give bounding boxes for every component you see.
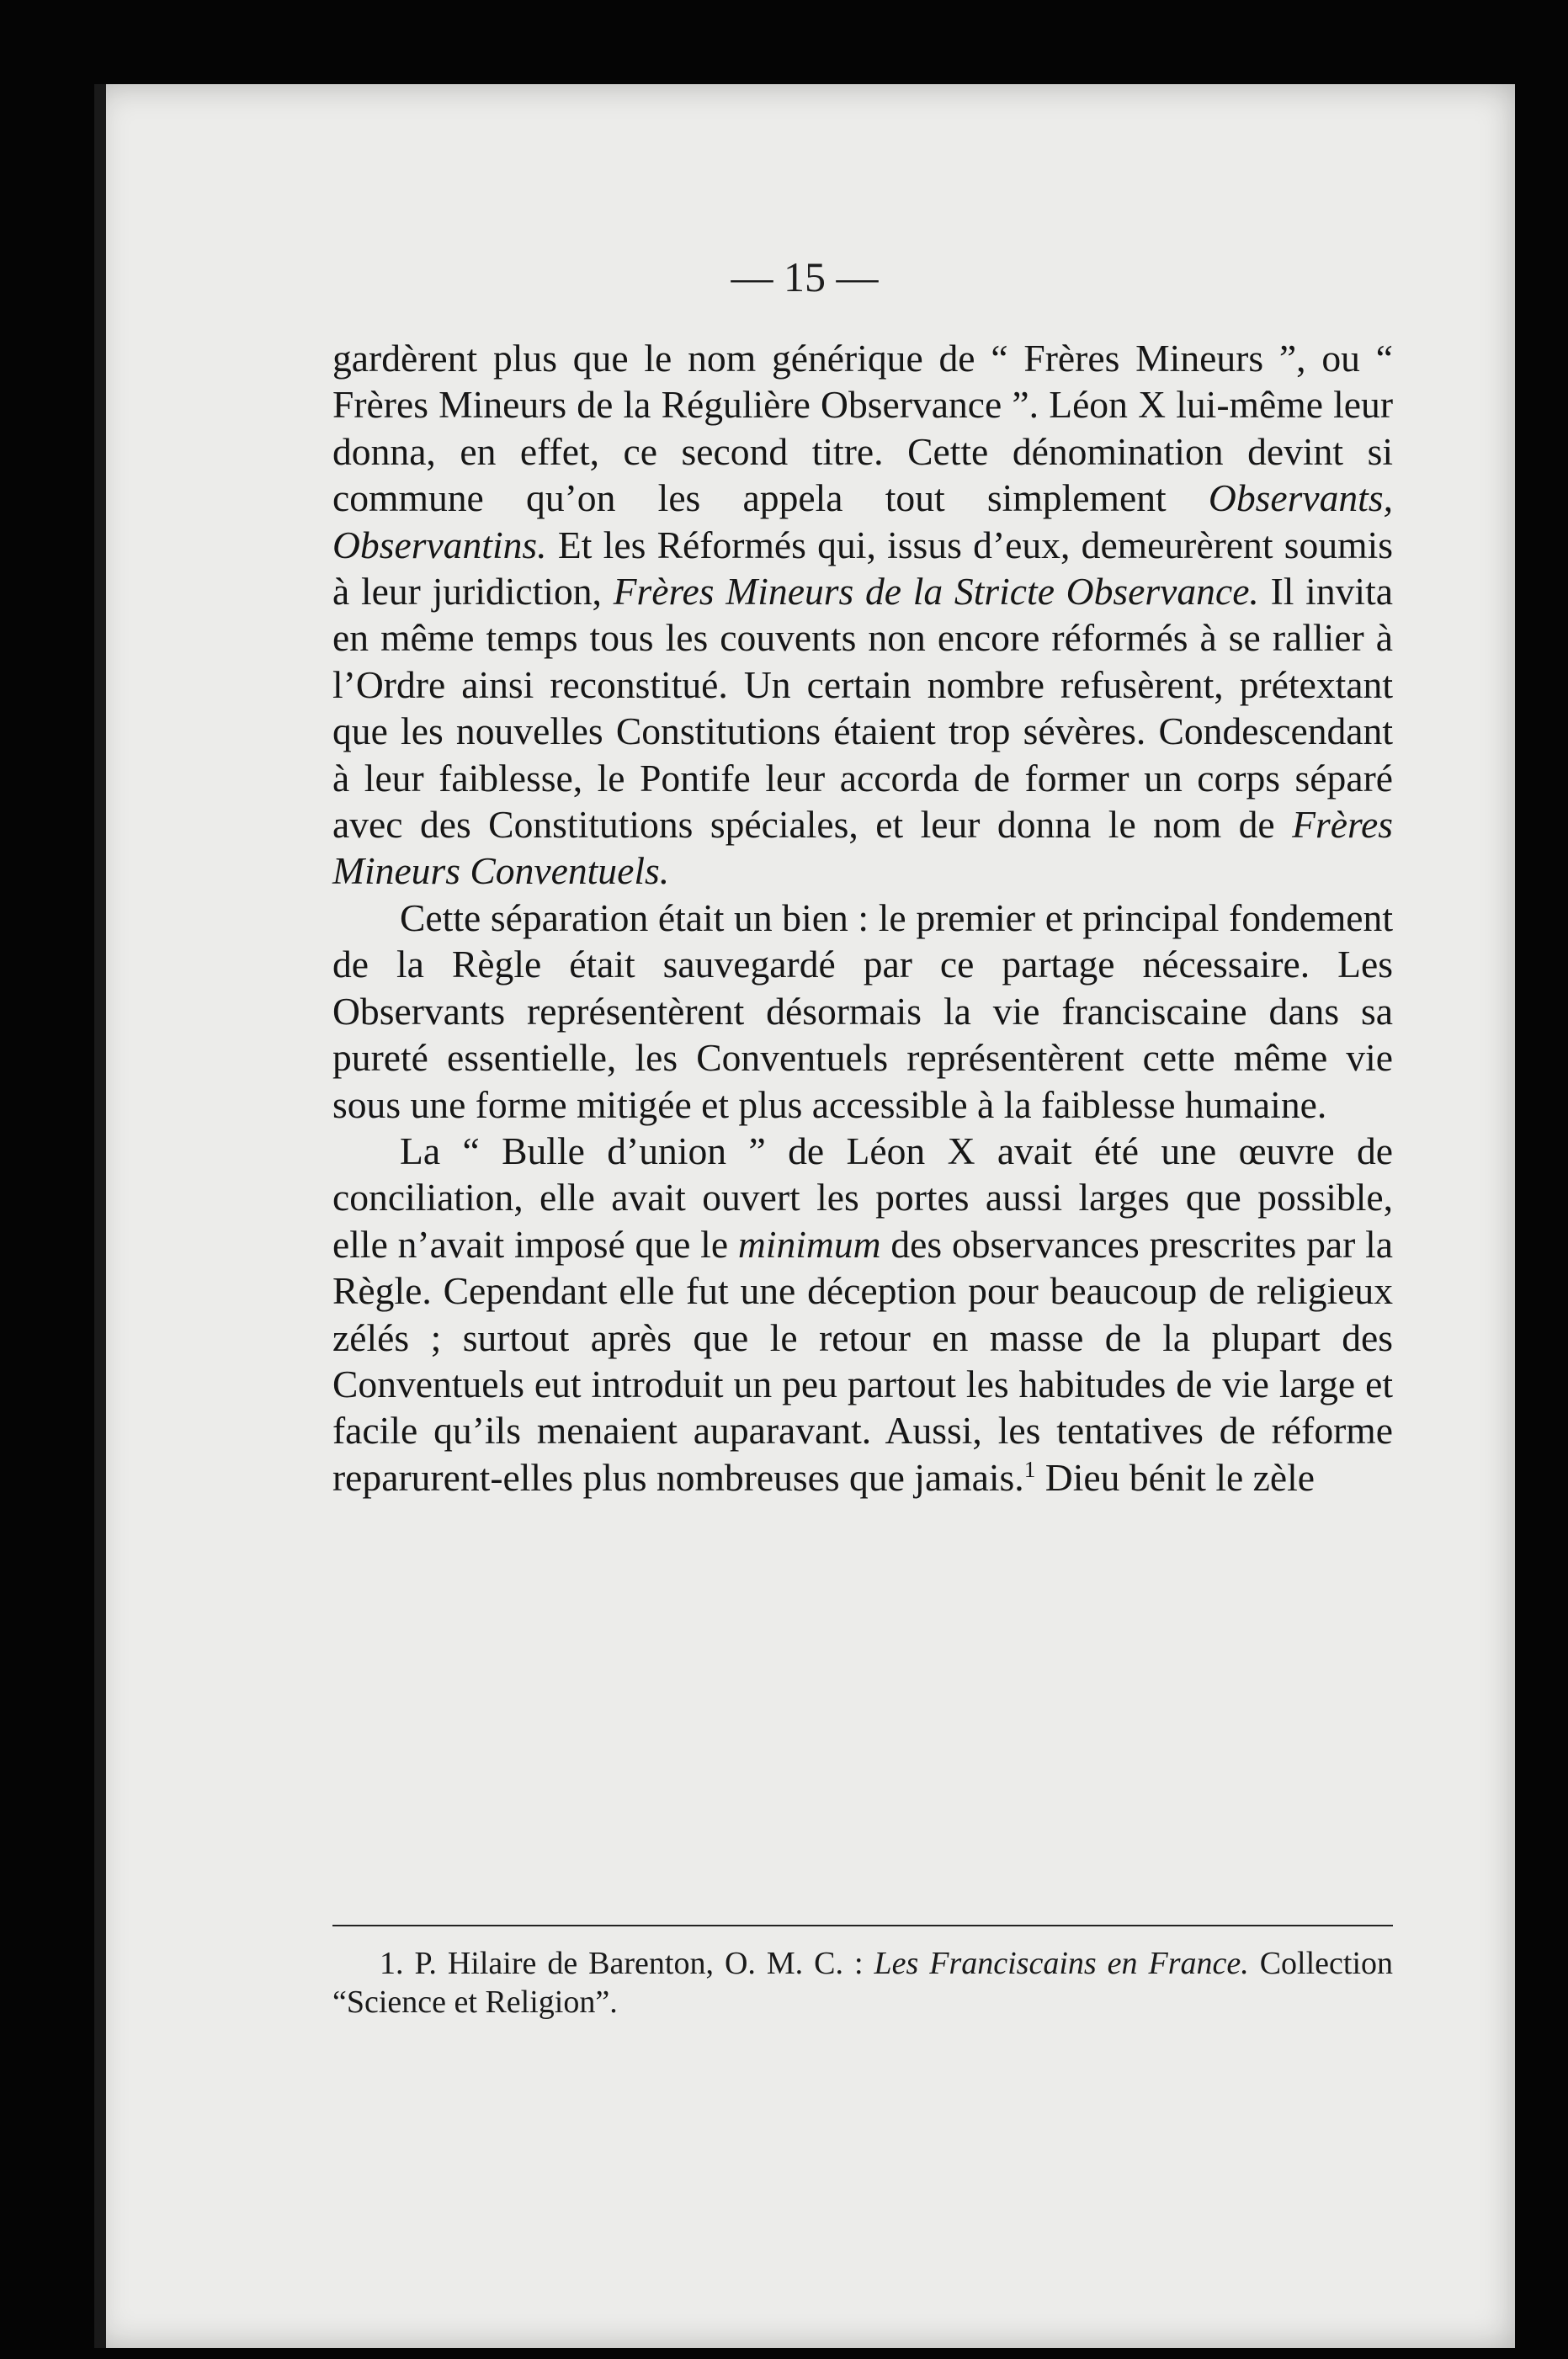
footnote: 1. P. Hilaire de Barenton, O. M. C. : Les Franciscains en France. Collection “Science et Religion”. — [332, 1946, 1394, 2020]
page-number: — 15 — — [731, 253, 879, 300]
footnote-divider — [332, 1925, 1393, 1926]
page-spine — [94, 84, 106, 2348]
footnote-reference[interactable]: 1 — [1023, 1456, 1036, 1482]
book-page — [94, 84, 1515, 2348]
footnote-marker: 1. — [380, 1946, 404, 1981]
paragraph-2: Cette séparation était un bien : le premier et principal fondement de la Règle était sauvegardé par ce partage nécessaire. Les Observants représentèrent désormais la vie franciscaine dans sa pureté essentielle, les Conventuels représentèrent cette même vie sous une forme mitigée et plus accessible à la faiblesse humaine. — [332, 895, 1393, 1126]
paragraph-3: La “ Bulle d’union ” de Léon X avait été une œuvre de conciliation, elle avait ouvert les portes aussi larges que possible, elle n’avait imposé que le minimum des observances prescrites par la Règle. Cependant elle fut une déception pour beaucoup de religieux zélés ; surtout après que le retour en masse de la plupart des Conventuels eut introduit un peu partout les habitudes de vie large et facile qu’ils menaient auparavant. Aussi, les tentatives de réforme reparurent-elles plus nombreuses que jamais.$^1$ Dieu bénit le zèle — [332, 1129, 1393, 1499]
body-text — [332, 335, 1393, 1501]
paragraph-1: gardèrent plus que le nom générique de “ Frères Mineurs ”, ou “ Frères Mineurs de la Régulière Observance ”. Léon X lui-même leur donna, en effet, ce second titre. Cette dénomination devint si commune qu’on les appela tout simplement Observants, Observantins. Et les Réformés qui, issus d’eux, demeurèrent soumis à leur juridiction, Frères Mineurs de la Stricte Observance. Il invita en même temps tous les couvents non encore réformés à se rallier à l’Ordre ainsi reconstitué. Un certain nombre refusèrent, prétextant que les nouvelles Constitutions étaient trop sévères. Condescendant à leur faiblesse, le Pontife leur accorda de former un corps séparé avec des Constitutions spéciales, et leur donna le nom de Frères Mineurs Conventuels. — [332, 337, 1393, 893]
